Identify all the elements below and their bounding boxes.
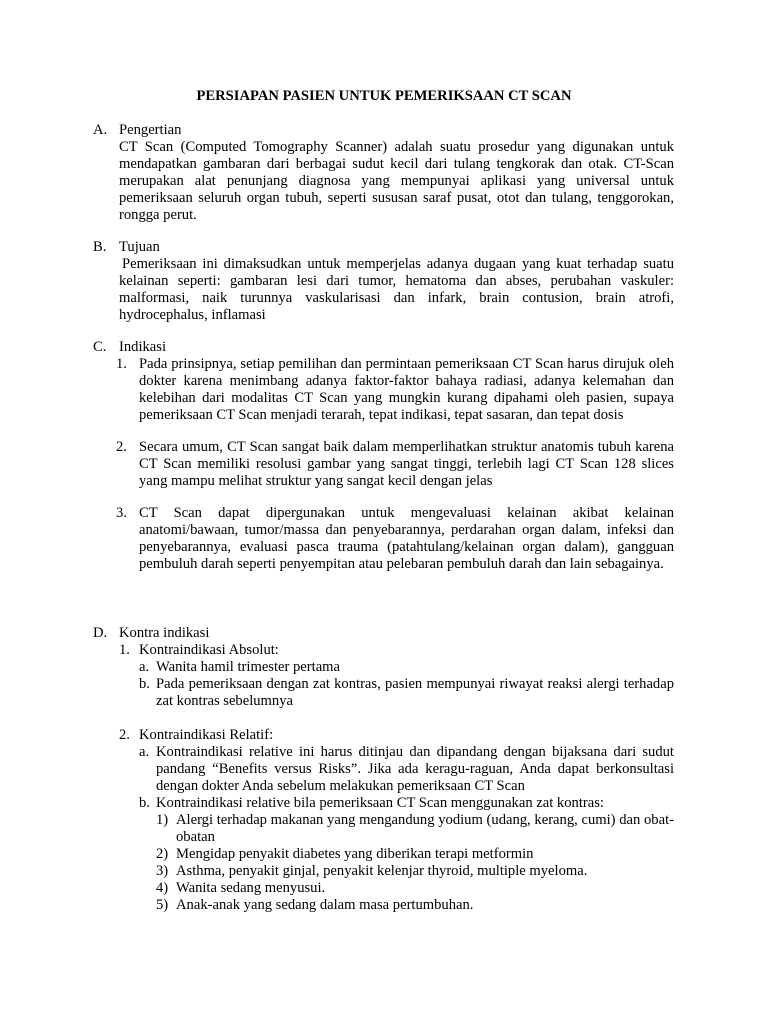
section-heading: Kontra indikasi (119, 625, 210, 641)
list-letter: a. (139, 744, 150, 760)
list-item (0, 812, 768, 846)
list-number: 2. (119, 727, 130, 743)
list-item (0, 897, 768, 914)
list-item (0, 676, 768, 710)
section-letter: A. (93, 122, 108, 138)
list-item-text: Kontraindikasi relative ini harus ditinjau dan dipandang dengan bijaksana dari sudut pandang “Benefits versus Risks”. Jika ada keragu-raguan, Anda dapat berkonsultasi dengan dokter Anda sebelum melakukan pemeriksaan CT Scan (156, 744, 674, 794)
list-letter: b. (139, 676, 150, 692)
section-letter: B. (93, 239, 107, 255)
list-item-text: Secara umum, CT Scan sangat baik dalam memperlihatkan struktur anatomis tubuh karena CT Scan memiliki resolusi gambar yang sangat tinggi, terlebih lagi CT Scan 128 slices yang mampu melihat struktur yang sangat kecil dengan jelas (139, 439, 674, 489)
section-kontra-indikasi (0, 625, 768, 914)
list-item-text: Alergi terhadap makanan yang mengandung yodium (udang, kerang, cumi) dan obat-obatan (176, 812, 674, 845)
section-paragraph: Pemeriksaan ini dimaksudkan untuk memperjelas adanya dugaan yang kuat terhadap suatu kelainan seperti: gambaran lesi dari tumor, hematoma dan abses, perubahan vaskuler: malformasi, naik turunnya vaskularisasi dan infark, brain contusion, brain atrofi, hydrocephalus, inflamasi (119, 256, 674, 323)
list-letter: b. (139, 795, 150, 811)
list-item-text: Wanita sedang menyusui. (176, 880, 326, 896)
section-pengertian (0, 122, 768, 224)
section-letter: C. (93, 339, 107, 355)
list-number: 1. (119, 642, 130, 658)
section-tujuan (0, 239, 768, 324)
list-item (0, 863, 768, 880)
list-item-text: Wanita hamil trimester pertama (156, 659, 341, 675)
list-number: 5) (156, 897, 169, 913)
list-item (0, 659, 768, 676)
subsection-absolut (0, 642, 768, 659)
section-heading: Pengertian (119, 122, 182, 138)
list-number: 2. (116, 439, 127, 455)
list-number: 4) (156, 880, 169, 896)
list-item-text: CT Scan dapat dipergunakan untuk mengevaluasi kelainan akibat kelainan anatomi/bawaan, tumor/massa dan penyebarannya, perdarahan organ dalam, infeksi dan penyebarannya, evaluasi pasca trauma (patahtulang/kelainan organ dalam), gangguan pembuluh darah seperti penyempitan atau pelebaran pembuluh darah dan lain sebagainya. (139, 505, 674, 572)
list-number: 3. (116, 505, 127, 521)
list-number: 1. (116, 356, 127, 372)
list-item (0, 439, 768, 490)
list-item-text: Mengidap penyakit diabetes yang diberikan terapi metformin (176, 846, 534, 862)
list-letter: a. (139, 659, 150, 675)
list-item (0, 744, 768, 795)
section-heading: Tujuan (119, 239, 160, 255)
list-item (0, 880, 768, 897)
subsection-label: Kontraindikasi Relatif: (139, 727, 274, 743)
document-title: PERSIAPAN PASIEN UNTUK PEMERIKSAAN CT SCAN (196, 88, 572, 104)
list-item (0, 795, 768, 812)
section-paragraph: CT Scan (Computed Tomography Scanner) adalah suatu prosedur yang digunakan untuk mendapatkan gambaran dari berbagai sudut kecil dari tulang tengkorak dan otak. CT-Scan merupakan alat penunjang diagnosa yang mempunyai aplikasi yang universal untuk pemeriksaan seluruh organ tubuh, seperti sususan saraf pusat, otot dan tulang, tenggorokan, rongga perut. (119, 139, 674, 223)
section-indikasi (0, 339, 768, 573)
list-item (0, 846, 768, 863)
list-number: 1) (156, 812, 169, 828)
list-item-text: Anak-anak yang sedang dalam masa pertumbuhan. (176, 897, 474, 913)
list-item (0, 356, 768, 424)
subsection-relatif (0, 727, 768, 744)
list-number: 3) (156, 863, 169, 879)
list-item-text: Asthma, penyakit ginjal, penyakit kelenjar thyroid, multiple myeloma. (176, 863, 588, 879)
list-item-text: Pada pemeriksaan dengan zat kontras, pasien mempunyai riwayat reaksi alergi terhadap zat kontras sebelumnya (156, 676, 674, 709)
list-item-text: Pada prinsipnya, setiap pemilihan dan permintaan pemeriksaan CT Scan harus dirujuk oleh dokter karena menimbang adanya faktor-faktor bahaya radiasi, adanya kelemahan dan kelebihan dari modalitas CT Scan yang mungkin kurang dipahami oleh pasien, supaya pemeriksaan CT Scan menjadi terarah, tepat indikasi, tepat sasaran, dan tepat dosis (139, 356, 674, 423)
list-item-text: Kontraindikasi relative bila pemeriksaan CT Scan menggunakan zat kontras: (156, 795, 604, 811)
section-heading: Indikasi (119, 339, 167, 355)
list-number: 2) (156, 846, 169, 862)
list-item (0, 505, 768, 573)
section-letter: D. (93, 625, 108, 641)
subsection-label: Kontraindikasi Absolut: (139, 642, 279, 658)
